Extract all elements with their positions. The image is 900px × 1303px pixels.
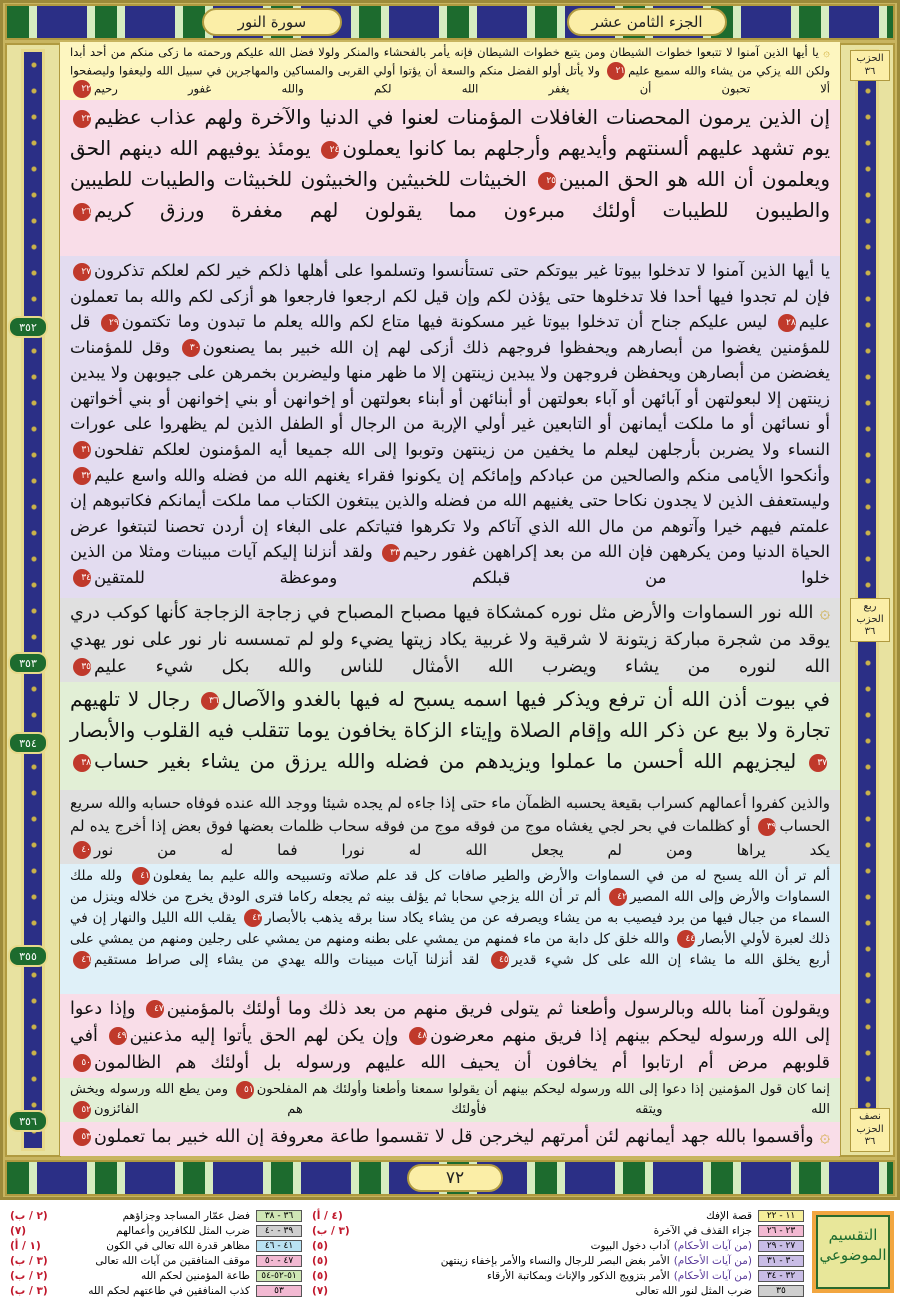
topic-band-grey xyxy=(60,598,840,682)
verse-text: ليجزيهم الله أحسن ما عملوا ويزيدهم من فضله والله يرزق من يشاء بغير حساب xyxy=(94,749,797,773)
verse-number-marker: ٢٩ xyxy=(101,314,119,332)
verse-number-marker: ٤٢ xyxy=(609,888,627,906)
verse-number-marker: ٤١ xyxy=(132,867,150,885)
left-border xyxy=(5,43,61,1157)
verse-number-marker: ٢٧ xyxy=(73,263,91,281)
topic-text: مظاهر قدرة الله تعالى في الكون xyxy=(106,1240,250,1252)
legend-row xyxy=(141,1269,302,1283)
topic-ratio: (٣ / ب) xyxy=(10,1285,48,1297)
topic-text: كذب المنافقين في طاعتهم لحكم الله xyxy=(88,1285,250,1297)
verse-number-marker: ٤٣ xyxy=(244,909,262,927)
topic-text: الأمر بتزويج الذكور والإناث وبمكاتبة الأرقاء xyxy=(487,1270,670,1282)
verse-text: يقلب الله الليل والنهار إن في ذلك لعبرة لأولي الأبصار xyxy=(70,909,831,947)
verse-number-marker: ٤٤ xyxy=(677,930,695,948)
legend-row xyxy=(441,1254,804,1268)
verse-number-marker: ٥٠ xyxy=(73,1054,91,1072)
verse-text: والذين كفروا أعمالهم كسراب بقيعة يحسبه الظمآن ماء حتى إذا جاءه لم يجده شيئا ووجد الله عنده فوفاه حسابه والله سريع الحساب xyxy=(70,794,830,836)
verse-range-box: ٣٠ - ٣١ xyxy=(758,1255,804,1267)
legend-row xyxy=(591,1239,804,1253)
topic-division-logo xyxy=(812,1211,894,1293)
verse-text: قل للمؤمنين يغضوا من أبصارهم ويحفظوا فروجهم ذلك أزكى لهم إن الله خبير بما يصنعون xyxy=(70,312,830,357)
topic-ratio: (٥) xyxy=(312,1240,329,1252)
verse-text: ويقولون آمنا بالله وبالرسول وأطعنا ثم يتولى فريق منهم من بعد ذلك وما أولئك بالمؤمنين xyxy=(166,999,830,1019)
topic-band-pink xyxy=(60,1122,840,1156)
verse-range-box: ٣٩ - ٤٠ xyxy=(256,1225,302,1237)
verse-text: لقد أنزلنا آيات مبينات والله يهدي من يشاء إلى صراط مستقيم xyxy=(94,951,480,968)
verse-number-marker: ٣٣ xyxy=(382,544,400,562)
juz-label: الجزء الثامن عشر xyxy=(567,8,727,36)
verse-text: أفي قلوبهم مرض أم ارتابوا أم يخافون أن يحيف الله عليهم ورسوله بل أولئك هم الظالمون xyxy=(70,1026,830,1074)
topic-ratio: (٧) xyxy=(10,1225,27,1237)
verse-text: ألم تر أن الله يسبح له من في السماوات والأرض والطير صافات كل قد علم صلاته وتسبيحه والله عليم بما يفعلون xyxy=(152,868,830,884)
legend-row xyxy=(106,1239,302,1253)
verse-number-marker: ٣٢ xyxy=(73,467,91,485)
verse-number-marker: ٤٠ xyxy=(73,841,91,859)
topic-band-green xyxy=(60,1078,840,1122)
verse-number-marker: ٤٥ xyxy=(491,951,509,969)
verse-text: الخبيثات للخبيثين والخبيثون للخبيثات والطيبات للطيبين والطيبون للطيبات أولئك مبرءون مما يقولون لهم مغفرة ورزق كريم xyxy=(70,167,830,222)
verse-range-box: ٢٧ - ٢٩ xyxy=(758,1240,804,1252)
verse-text: ولا يأتل أولو الفضل منكم والسعة أن يؤتوا أولي القربى والمساكين والمهاجرين في سبيل الله وليعفوا وليصفحوا ألا تحبون أن يغفر الله لكم والله غفور رحيم xyxy=(70,63,830,96)
verse-text: وليستعفف الذين لا يجدون نكاحا حتى يغنيهم الله من فضله والذين يبتغون الكتاب مما ملكت أيمانكم فكاتبوهم إن علمتم فيهم خيرا وآتوهم من مال الله الذي آتاكم ولا تكرهوا فتياتكم على البغاء إن أردن تحصنا لتبتغوا عرض الحياة الدنيا ومن يكرههن فإن الله من بعد إكراههن غفور رحيم xyxy=(70,491,830,562)
hizb-label: الحزب xyxy=(856,53,884,64)
topic-text: جزاء القذف في الآخرة xyxy=(653,1225,752,1237)
legend-row xyxy=(123,1209,302,1223)
verse-number-marker: ٣٥ xyxy=(73,658,91,676)
verse-text: وأنكحوا الأيامى منكم والصالحين من عبادكم وإمائكم إن يكونوا فقراء يغنهم الله من فضله والله واسع عليم xyxy=(94,465,830,485)
topic-ratio: (٥) xyxy=(312,1255,329,1267)
surah-label: سورة النور xyxy=(202,8,342,36)
verse-number-marker: ٢٢ xyxy=(73,80,91,98)
verse-range-box: ٤١ - ٤٦ xyxy=(256,1240,302,1252)
topic-ratio: (٢ / ب) xyxy=(10,1270,48,1282)
verse-number-marker: ٢٤ xyxy=(321,141,339,159)
verse-number-marker: ٣١ xyxy=(73,441,91,459)
footer-bar xyxy=(5,1160,895,1196)
verse-number-marker: ٤٦ xyxy=(73,951,91,969)
verse-text: إنما كان قول المؤمنين إذا دعوا إلى الله ورسوله ليحكم بينهم أن يقولوا سمعنا وأطعنا وأولئك هم المفلحون xyxy=(256,1082,831,1097)
topic-band-grey xyxy=(60,790,840,864)
verse-range-box: ٣٦ - ٣٨ xyxy=(256,1210,302,1222)
topic-text: موقف المنافقين من آيات الله تعالى xyxy=(95,1255,250,1267)
verse-text: وأقسموا بالله جهد أيمانهم لئن أمرتهم ليخرجن قل لا تقسموا طاعة معروفة إن الله خبير بما تعملون xyxy=(94,1127,814,1147)
verse-range-box: ٤٧ - ٥٠ xyxy=(256,1255,302,1267)
verse-text: الله نور السماوات والأرض مثل نوره كمشكاة فيها مصباح المصباح في زجاجة الزجاجة كأنها كوكب دري يوقد من شجرة مباركة زيتونة لا شرقية ولا غربية يكاد زيتها يضيء ولو لم تمسسه نار نور على نور يهدي الله لنوره من يشاء ويضرب الله الأمثال للناس والله بكل شيء عليم xyxy=(70,603,830,678)
topic-band-yellow xyxy=(60,42,840,100)
legend-row xyxy=(706,1209,804,1223)
legend-row xyxy=(654,1224,804,1238)
verse-number-marker: ٣٤ xyxy=(73,569,91,587)
nisf-hizb-marker xyxy=(850,1108,890,1152)
ahkam-tag: (من آيات الأحكام) xyxy=(673,1255,752,1267)
verse-number-marker: ٢٣ xyxy=(73,110,91,128)
topic-ratio: (٣ / ب) xyxy=(10,1255,48,1267)
verse-number-marker: ٣٩ xyxy=(758,818,776,836)
verse-number-marker: ٣٨ xyxy=(73,754,91,772)
header-bar xyxy=(5,4,895,40)
verse-range-box: ٢٣ - ٢٦ xyxy=(758,1225,804,1237)
legend-row xyxy=(95,1254,302,1268)
topic-ratio: (٢ / ب) xyxy=(10,1210,48,1222)
topic-band-green xyxy=(60,682,840,790)
topic-legend xyxy=(0,1203,900,1303)
verse-text: يوم تشهد عليهم ألسنتهم وأيديهم وأرجلهم بما كانوا يعملون xyxy=(342,136,831,160)
logo-text: التقسيم الموضوعي xyxy=(816,1215,890,1289)
verse-range-box: ١١ - ٢٢ xyxy=(758,1210,804,1222)
nisf-number: ٣٦ xyxy=(864,1136,876,1147)
verse-text: ومن يطع الله ورسوله ويخش الله ويتقه فأولئك هم الفائزون xyxy=(70,1082,830,1118)
legend-row xyxy=(88,1284,302,1298)
verse-number-marker: ٣٧ xyxy=(809,754,827,772)
rub-hizb-marker xyxy=(850,598,890,642)
ruku-number: ٣٥٣ xyxy=(8,652,48,674)
verse-text: فإن لم تجدوا فيها أحدا فلا تدخلوها حتى يؤذن لكم وإن قيل لكم ارجعوا فارجعوا هو أزكى لكم والله بما تعملون عليم xyxy=(70,286,830,332)
topic-ratio: (٥) xyxy=(312,1270,329,1282)
ruku-number: ٣٥٤ xyxy=(8,732,48,754)
verse-text: وإن يكن لهم الحق يأتوا إليه مذعنين xyxy=(129,1026,399,1047)
topic-band-blue xyxy=(60,864,840,994)
hizb-star-icon: ۞ xyxy=(818,45,830,59)
verse-text: وقل للمؤمنات يغضضن من أبصارهن ويحفظن فروجهن ولا يبدين زينتهن إلا ما ظهر منها وليضربن بخمرهن على جيوبهن ولا يبدين زينتهن إلا لبعولتهن أو آبائهن أو آباء بعولتهن أو أبنائهن أو أبناء بعولتهن أو إخوانهن أو بني إخوانهن أو بني أخواتهن أو نسائهن أو ما ملكت أيمانهن أو التابعين غير أولي الإربة من الرجال أو الطفل الذين لم يظهروا على عورات النساء ولا يضربن بأرجلهن ليعلم ما يخفين من زينتهن وتوبوا إلى الله جميعا أيه المؤمنون لعلكم تفلحون xyxy=(70,337,830,459)
verse-number-marker: ٤٧ xyxy=(146,1000,164,1018)
topic-ratio: (٣ / ب) xyxy=(312,1225,350,1237)
verse-number-marker: ٢٨ xyxy=(778,314,796,332)
verse-range-box: ٣٥ xyxy=(758,1285,804,1297)
topic-ratio: (١ / أ) xyxy=(10,1240,41,1252)
verse-text: إن الذين يرمون المحصنات الغافلات المؤمنات لعنوا في الدنيا والآخرة ولهم عذاب عظيم xyxy=(94,105,830,129)
ruku-number: ٣٥٦ xyxy=(8,1110,48,1132)
rub-label: ربع الحزب xyxy=(856,601,884,625)
verse-text: في بيوت أذن الله أن ترفع ويذكر فيها اسمه يسبح له فيها بالغدو والآصال xyxy=(221,687,830,711)
topic-band-purple xyxy=(60,256,840,598)
verse-text: ولقد أنزلنا إليكم آيات مبينات ومثلا من الذين خلوا من قبلكم وموعظة للمتقين xyxy=(70,542,830,587)
quran-text-area xyxy=(60,42,840,1156)
ahkam-tag: (من آيات الأحكام) xyxy=(673,1270,752,1282)
topic-band-pink xyxy=(60,100,840,256)
page-number: ٧٢ xyxy=(407,1164,503,1192)
legend-row xyxy=(636,1284,804,1298)
verse-text: يومئذ يوفيهم الله دينهم الحق ويعلمون أن الله هو الحق المبين xyxy=(70,136,830,191)
verse-range-box: ٥١-٥٢-٥٤ xyxy=(256,1270,302,1282)
verse-range-box: ٣٢ - ٣٤ xyxy=(758,1270,804,1282)
hizb-star-icon: ۞ xyxy=(813,603,830,623)
rub-number: ٣٦ xyxy=(864,626,876,637)
legend-row xyxy=(116,1224,302,1238)
topic-ratio: (٤ / أ) xyxy=(312,1210,343,1222)
verse-text: يا أيها الذين آمنوا لا تدخلوا بيوتا غير بيوتكم حتى تستأنسوا وتسلموا على أهلها ذلكم خير لكم لعلكم تذكرون xyxy=(94,261,830,280)
ruku-number: ٣٥٢ xyxy=(8,316,48,338)
topic-text: طاعة المؤمنين لحكم الله xyxy=(140,1270,250,1282)
ahkam-tag: (من آيات الأحكام) xyxy=(673,1240,752,1252)
topic-text: ضرب المثل للكافرين وأعمالهم xyxy=(116,1225,250,1237)
topic-band-pink xyxy=(60,994,840,1078)
verse-text: رجال لا تلهيهم تجارة ولا بيع عن ذكر الله وإقام الصلاة وإيتاء الزكاة يخافون يوما تتقلب فيه القلوب والأبصار xyxy=(70,687,830,742)
verse-number-marker: ٣٠ xyxy=(182,339,200,357)
verse-text: وإذا دعوا إلى الله ورسوله ليحكم بينهم إذا فريق منهم معرضون xyxy=(70,999,830,1047)
topic-text: ضرب المثل لنور الله تعالى xyxy=(635,1285,752,1297)
ruku-number: ٣٥٥ xyxy=(8,945,48,967)
topic-text: فضل عمّار المساجد وجزاؤهم xyxy=(122,1210,250,1222)
verse-text: ليس عليكم جناح أن تدخلوا بيوتا غير مسكونة فيها متاع لكم والله يعلم ما تبدون وما تكتمون xyxy=(121,312,768,332)
verse-number-marker: ٤٨ xyxy=(409,1027,427,1045)
topic-text: الأمر بغض البصر للرجال والنساء والأمر بإخفاء زينتهن xyxy=(440,1255,670,1267)
topic-text: آداب دخول البيوت xyxy=(590,1240,670,1252)
verse-number-marker: ٢٦ xyxy=(73,203,91,221)
verse-number-marker: ٥١ xyxy=(236,1081,254,1099)
verse-text: يا أيها الذين آمنوا لا تتبعوا خطوات الشيطان ومن يتبع خطوات الشيطان فإنه يأمر بالفحشاء والمنكر ولولا فضل الله عليكم ورحمته ما زكى منكم من أحد أبدا ولكن الله يزكي من يشاء والله سميع عليم xyxy=(70,45,830,78)
verse-number-marker: ٢٥ xyxy=(538,172,556,190)
verse-range-box: ٥٣ xyxy=(256,1285,302,1297)
verse-text: ألم تر أن الله يزجي سحابا ثم يؤلف بينه ثم يجعله ركاما فترى الودق يخرج من خلاله وينزل من السماء من جبال فيها من برد فيصيب به من يشاء ويصرفه عن من يشاء يكاد سنا برقه يذهب بالأبصار xyxy=(70,888,831,926)
hizb-star-icon: ۞ xyxy=(813,1127,830,1147)
legend-row xyxy=(487,1269,804,1283)
verse-number-marker: ٣٦ xyxy=(201,692,219,710)
topic-text: قصة الإفك xyxy=(706,1210,752,1222)
topic-ratio: (٧) xyxy=(312,1285,329,1297)
verse-text: والله خلق كل دابة من ماء فمنهم من يمشي على بطنه ومنهم من يمشي على رجلين ومنهم من يمشي على أربع يخلق الله ما يشاء إن الله على كل شيء قدير xyxy=(70,930,831,968)
verse-number-marker: ٥٣ xyxy=(73,1128,91,1146)
verse-number-marker: ٢١ xyxy=(607,62,625,80)
hizb-marker xyxy=(850,50,890,81)
verse-number-marker: ٤٩ xyxy=(109,1027,127,1045)
verse-text: ولله ملك السماوات والأرض وإلى الله المصير xyxy=(70,868,830,905)
verse-text: أو كظلمات في بحر لجي يغشاه موج من فوقه موج من فوقه سحاب ظلمات بعضها فوق بعض إذا أخرج يده لم يكد يراها ومن لم يجعل الله له نورا فما له من نور xyxy=(70,817,830,859)
verse-number-marker: ٥٢ xyxy=(73,1101,91,1119)
nisf-label: نصف الحزب xyxy=(856,1111,884,1135)
hizb-number: ٣٦ xyxy=(864,65,876,77)
